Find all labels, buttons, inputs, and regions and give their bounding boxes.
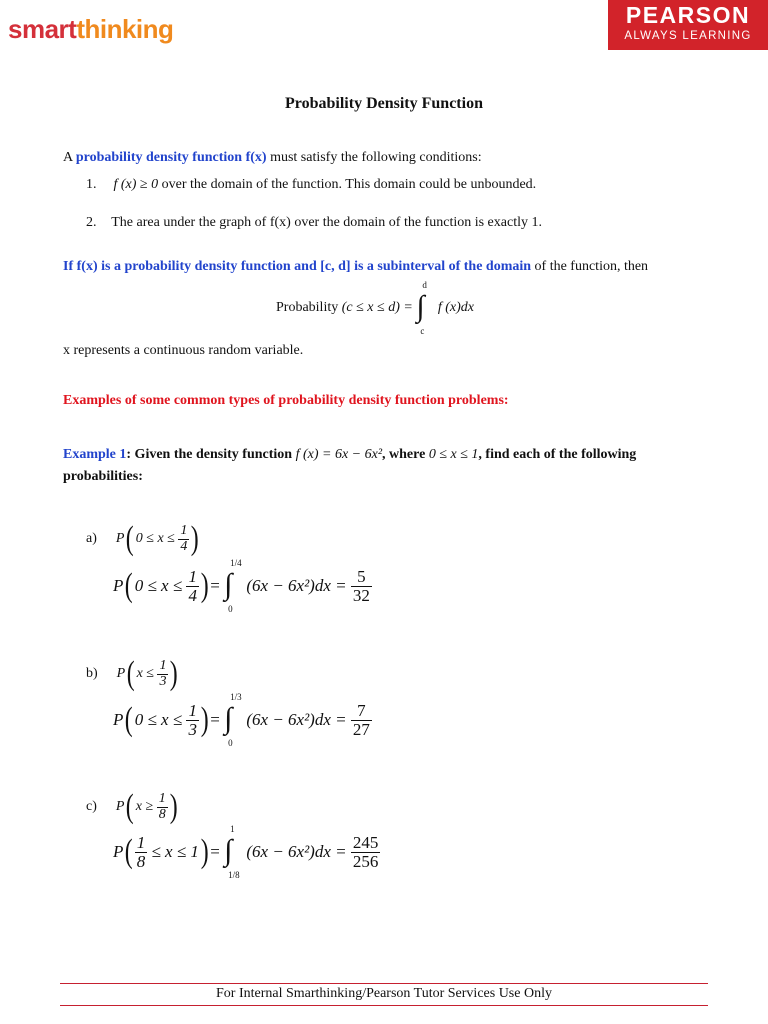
part-a-question: a) P( 0 ≤ x ≤ $\frac{1}{4}$ ) (86, 520, 200, 557)
result-denominator: 27 (352, 719, 370, 739)
density-function: f (x) = 6x − 6x² (295, 447, 383, 462)
pearson-wordmark: PEARSON (625, 2, 751, 28)
solution-denominator: 8 (136, 851, 146, 871)
examples-heading: Examples of some common types of probability density function problems: (63, 393, 509, 408)
part-b-solution: P(0 ≤ x ≤ $\frac{1}{3}$ )= ∫ 1/3 0 (6x − 6x²)dx = $\frac{7}{27}$ (113, 692, 370, 748)
part-c-question: c) P( x ≥ $\frac{1}{8}$ ) (86, 788, 178, 825)
if-highlight: f(x) is a probability density function and [c, d] is a subinterval of the domain (76, 259, 532, 274)
page-title: Probability Density Function (285, 95, 483, 112)
integral-lower: c (420, 326, 425, 336)
question-numerator: 1 (180, 522, 188, 538)
if-prefix: If (63, 259, 77, 274)
formula-integrand: f (x)dx (437, 300, 474, 315)
pearson-tagline: ALWAYS LEARNING (624, 30, 752, 42)
question-numerator: 1 (158, 790, 166, 806)
integral-lower: 1/8 (228, 870, 240, 880)
part-label: a) (86, 531, 97, 546)
integral-upper: 1 (230, 824, 235, 834)
condition-number: 2. (86, 215, 97, 230)
solution-numerator: 1 (188, 700, 197, 720)
formula-label: Probability (276, 300, 339, 315)
formula-expr: (c ≤ x ≤ d) = (341, 300, 413, 315)
condition-math: f (x) ≥ 0 (113, 177, 159, 192)
result-denominator: 256 (352, 851, 379, 871)
example-text-c: , find each of the following (478, 447, 637, 462)
integral-lower: 0 (228, 604, 233, 614)
example-1-line-2: probabilities: (63, 469, 143, 484)
random-variable-note: x represents a continuous random variable. (63, 343, 304, 358)
intro-term: probability density function f(x) (75, 150, 267, 165)
question-denominator: 4 (180, 538, 188, 554)
solution-denominator: 4 (188, 585, 197, 605)
condition-text: The area under the graph of f(x) over the domain of the function is exactly 1. (111, 215, 542, 230)
result-numerator: 7 (351, 702, 372, 721)
example-label: Example 1 (63, 447, 127, 462)
solution-integrand: (6x − 6x²)dx = (246, 576, 347, 595)
example-text-a: : Given the density function (126, 447, 296, 462)
integral-upper: d (422, 280, 427, 290)
density-domain: 0 ≤ x ≤ 1 (428, 447, 479, 462)
intro-suffix: must satisfy the following conditions: (266, 150, 482, 165)
condition-item-1 (86, 177, 536, 193)
if-paragraph (63, 259, 648, 275)
integral-lower: 0 (228, 738, 233, 748)
part-c-solution: P( $\frac{1}{8}$ ≤ x ≤ 1)= ∫ 1 1/8 (6x − 6x²)dx = $\frac{245}{256}$ (113, 824, 379, 880)
integral-upper: 1/4 (230, 558, 242, 568)
probability-formula (276, 280, 474, 336)
condition-text: over the domain of the function. This domain could be unbounded. (161, 177, 537, 192)
solution-integrand: (6x − 6x²)dx = (246, 842, 347, 861)
solution-left: 0 ≤ x ≤ (134, 710, 183, 729)
smarthinking-logo (8, 14, 173, 45)
example-text-b: , where (382, 447, 429, 462)
integral-sign: ∫ 1/3 0 (224, 692, 242, 748)
question-left: x ≥ (135, 799, 154, 814)
footer-rule-top (60, 983, 708, 984)
solution-integrand: (6x − 6x²)dx = (246, 710, 347, 729)
integral-sign: ∫ 1/4 0 (224, 558, 242, 614)
intro-prefix: A (63, 150, 76, 165)
result-denominator: 32 (352, 585, 370, 605)
condition-item-2 (86, 215, 542, 231)
integral-upper: 1/3 (230, 692, 242, 702)
footer-text: For Internal Smarthinking/Pearson Tutor Services Use Only (216, 986, 552, 1001)
question-denominator: 3 (159, 673, 167, 689)
part-label: b) (86, 666, 98, 681)
solution-right: ≤ x ≤ 1 (151, 842, 199, 861)
footer-rule-bottom (60, 1005, 708, 1006)
part-b-question: b) P( x ≤ $\frac{1}{3}$ ) (86, 655, 179, 692)
integral-sign: ∫ d c (416, 280, 427, 336)
question-numerator: 1 (159, 657, 167, 673)
if-suffix: of the function, then (531, 259, 649, 274)
condition-number: 1. (86, 177, 97, 192)
question-denominator: 8 (158, 806, 166, 822)
intro-paragraph (63, 150, 482, 166)
result-numerator: 245 (352, 832, 379, 852)
part-a-solution: P(0 ≤ x ≤ $\frac{1}{4}$ )= ∫ 1/4 0 (6x − 6x²)dx = $\frac{5}{32}$ (113, 558, 370, 614)
solution-left: 0 ≤ x ≤ (134, 576, 183, 595)
solution-numerator: 1 (136, 832, 146, 852)
pearson-logo (608, 0, 768, 50)
solution-numerator: 1 (188, 566, 197, 586)
part-label: c) (86, 799, 97, 814)
example-1-line-1 (63, 447, 636, 463)
question-left: 0 ≤ x ≤ (135, 531, 175, 546)
logo-smart-text: smart (8, 14, 77, 44)
result-numerator: 5 (351, 568, 372, 587)
question-left: x ≤ (136, 666, 154, 681)
integral-sign: ∫ 1 1/8 (224, 824, 240, 880)
solution-denominator: 3 (188, 719, 197, 739)
logo-thinking-text: thinking (76, 14, 174, 44)
